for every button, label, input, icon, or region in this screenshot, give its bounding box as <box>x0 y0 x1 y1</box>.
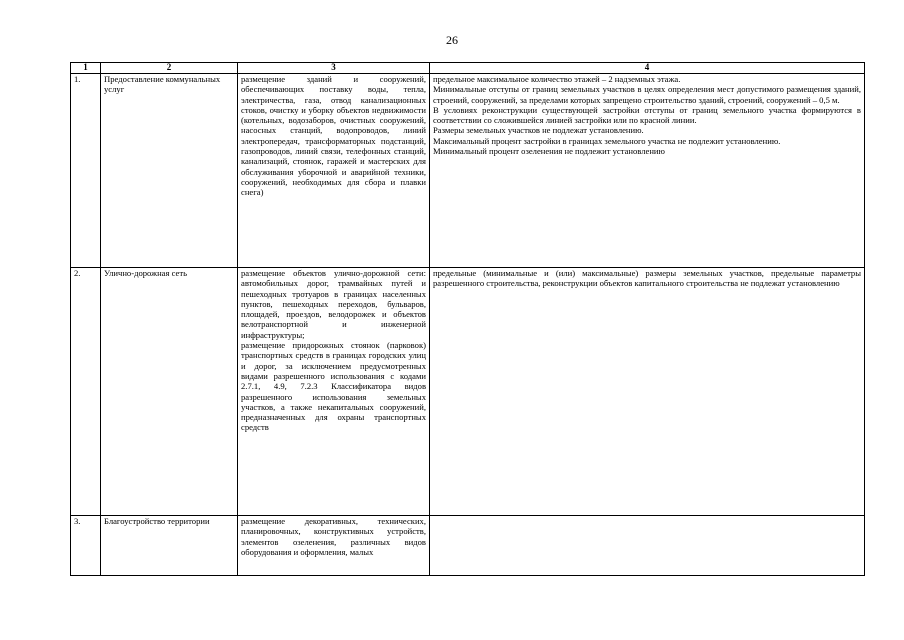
use-parameters <box>430 74 865 268</box>
row-number: 2. <box>71 268 101 516</box>
table-row <box>71 74 865 268</box>
param-paragraph: предельные (минимальные и (или) максимальные) размеры земельных участков, предельные параметры разрешенного строительства, реконструкции объектов капитального строительства не подлежат установлению <box>433 268 861 289</box>
use-name: Предоставление коммунальных услуг <box>101 74 238 268</box>
use-name: Улично-дорожная сеть <box>101 268 238 516</box>
column-header: 3 <box>238 63 430 74</box>
column-header: 4 <box>430 63 865 74</box>
param-paragraph: Максимальный процент застройки в границах земельного участка не подлежит установлению. <box>433 135 781 146</box>
row-number: 1. <box>71 74 101 268</box>
row-number: 3. <box>71 516 101 576</box>
param-paragraph: предельное максимальное количество этажей – 2 надземных этажа. <box>433 74 681 84</box>
table-row <box>71 268 865 516</box>
param-paragraph: Минимальный процент озеленения не подлежит установлению <box>433 146 665 157</box>
use-paragraph: размещение придорожных стоянок (парковок) транспортных средств в границах городских улиц и дорог, за исключением предусмотренных видами разрешенного использования с кодами 2.7.1, 4.9, 7.2.3 Классификатора видов разрешенного использования земельных участков, а также некапитальных сооружений, предназначенных для охраны транспортных средств <box>241 340 426 433</box>
use-parameters <box>430 516 865 576</box>
use-description <box>238 268 430 516</box>
use-paragraph: размещение зданий и сооружений, обеспечивающих поставку воды, тепла, электричества, газа, отвод канализационных стоков, очистку и уборку объектов недвижимости (котельных, водозаборов, очистных сооружений, насосных станций, водопроводов, линий электропередач, трансформаторных подстанций, газопроводов, линий связи, телефонных станций, канализаций, стоянок, гаражей и мастерских для обслуживания уборочной и аварийной техники, сооружений, необходимых для сбора и плавки снега) <box>241 74 426 198</box>
column-header: 1 <box>71 63 101 74</box>
use-description <box>238 516 430 576</box>
page-number: 26 <box>446 33 458 47</box>
use-parameters <box>430 268 865 516</box>
column-header: 2 <box>101 63 238 74</box>
table-row <box>71 516 865 576</box>
param-paragraph: Минимальные отступы от границ земельных участков в целях определения мест допустимого размещения зданий, строений, сооружений, за пределами которых запрещено строительство зданий, строений, сооружений – 0,5 м. <box>433 84 861 105</box>
land-use-table <box>70 62 865 576</box>
param-paragraph: Размеры земельных участков не подлежат установлению. <box>433 125 644 136</box>
table-header-row <box>71 63 865 74</box>
param-paragraph: В условиях реконструкции существующей застройки отступы от границ земельного участка формируются в соответствии со сложившейся линией застройки или по красной линии. <box>433 104 861 126</box>
use-paragraph: размещение объектов улично-дорожной сети: автомобильных дорог, трамвайных путей и пешеходных тротуаров в границах населенных пунктов, пешеходных переходов, бульваров, площадей, проездов, велодорожек и объектов велотранспортной и инженерной инфраструктуры; <box>241 268 426 340</box>
use-description <box>238 74 430 268</box>
use-paragraph: размещение декоративных, технических, планировочных, конструктивных устройств, элементов озеленения, различных видов оборудования и оформления, малых <box>241 516 426 557</box>
use-name: Благоустройство территории <box>101 516 238 576</box>
